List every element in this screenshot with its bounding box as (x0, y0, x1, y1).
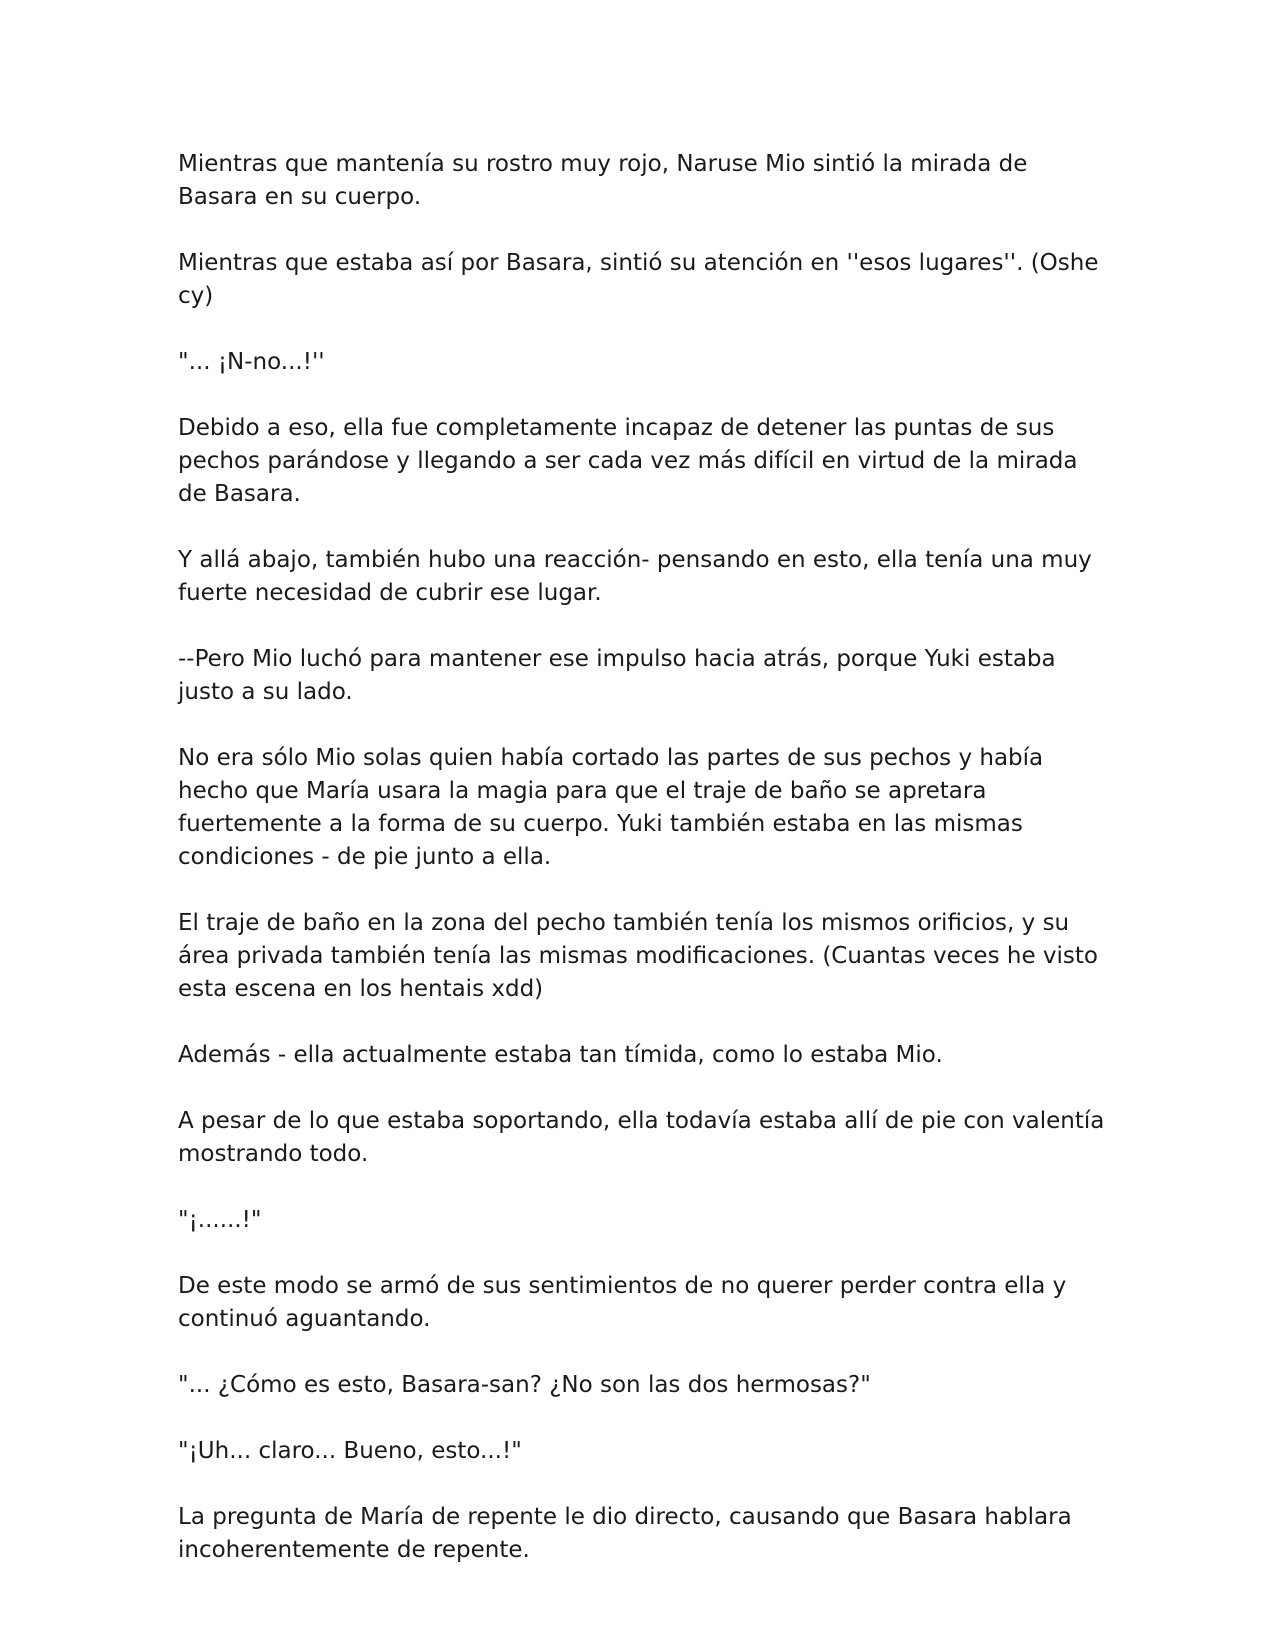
paragraph: "¡Uh... claro... Bueno, esto...!" (178, 1438, 522, 1464)
paragraph: Además - ella actualmente estaba tan tímida, como lo estaba Mio. (178, 1042, 943, 1068)
document-page (178, 148, 1108, 1600)
paragraph: De este modo se armó de sus sentimientos de no querer perder contra ella y continuó aguantando. (178, 1273, 1067, 1332)
paragraph: Y allá abajo, también hubo una reacción- pensando en esto, ella tenía una muy fuerte necesidad de cubrir ese lugar. (178, 547, 1092, 606)
paragraph: --Pero Mio luchó para mantener ese impulso hacia atrás, porque Yuki estaba justo a su lado. (178, 646, 1056, 705)
paragraph: "... ¡N-no...!'' (178, 349, 325, 375)
paragraph: Mientras que mantenía su rostro muy rojo, Naruse Mio sintió la mirada de Basara en su cuerpo. (178, 151, 1028, 210)
paragraph: Mientras que estaba así por Basara, sintió su atención en ''esos lugares''. (Oshe cy) (178, 250, 1099, 309)
paragraph: "... ¿Cómo es esto, Basara-san? ¿No son las dos hermosas?" (178, 1372, 871, 1398)
paragraph: No era sólo Mio solas quien había cortado las partes de sus pechos y había hecho que María usara la magia para que el traje de baño se apretara fuertemente a la forma de su cuerpo. Yuki también estaba en las mismas condiciones - de pie junto a ella. (178, 745, 1044, 870)
paragraph: Debido a eso, ella fue completamente incapaz de detener las puntas de sus pechos parándose y llegando a ser cada vez más difícil en virtud de la mirada de Basara. (178, 415, 1078, 507)
paragraph: El traje de baño en la zona del pecho también tenía los mismos orificios, y su área privada también tenía las mismas modificaciones. (Cuantas veces he visto esta escena en los hentais xdd) (178, 910, 1098, 1002)
paragraph: A pesar de lo que estaba soportando, ella todavía estaba allí de pie con valentía mostrando todo. (178, 1108, 1105, 1167)
paragraph: "¡......!" (178, 1207, 262, 1233)
paragraph: La pregunta de María de repente le dio directo, causando que Basara hablara incoherentemente de repente. (178, 1504, 1072, 1563)
